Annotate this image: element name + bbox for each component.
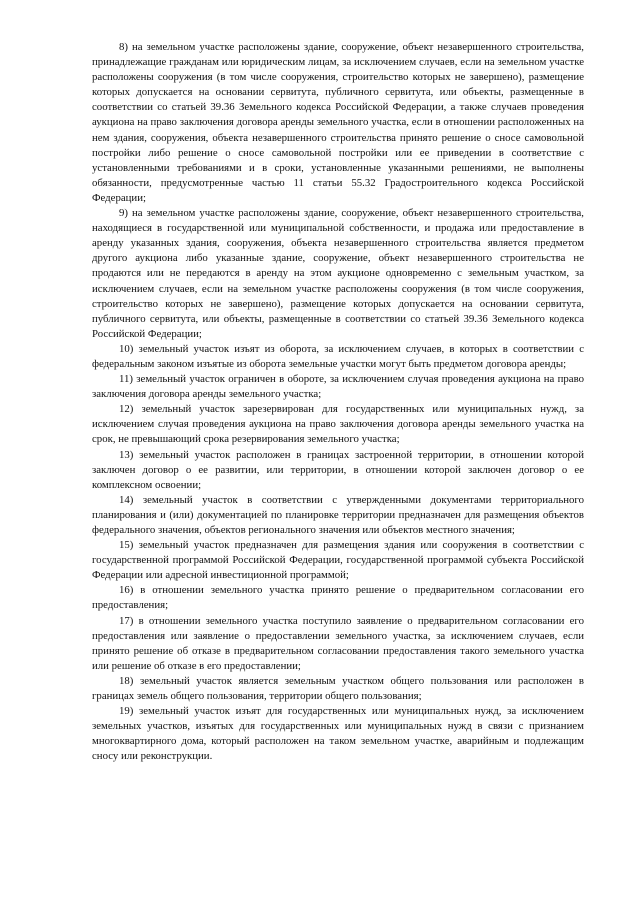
paragraph-item-14: 14) земельный участок в соответствии с утвержденными документами территориального планирования и (или) документацией по планировке территории предназначен для размещения объектов федерального значения, объектов регионального значения или объектов местного значения;: [92, 493, 584, 536]
paragraph-item-18: 18) земельный участок является земельным участком общего пользования или расположен в границах земель общего пользования, территории общего пользования;: [92, 674, 584, 703]
paragraph-item-19: 19) земельный участок изъят для государственных или муниципальных нужд, за исключением земельных участков, изъятых для государственных или муниципальных нужд в связи с признанием многоквартирного дома, который расположен на таком земельном участке, аварийным и подлежащим сносу или реконструкции.: [92, 705, 584, 763]
paragraph-item-10: 10) земельный участок изъят из оборота, за исключением случаев, в которых в соответствии с федеральным законом изъятые из оборота земельные участки могут быть предметом договора аренды;: [92, 342, 584, 370]
paragraph-item-9: 9) на земельном участке расположены здание, сооружение, объект незавершенного строительства, находящиеся в государственной или муниципальной собственности, и продажа или предоставление в аренду указанных здания, сооружения, объекта незавершенного строительства является предметом другого аукциона либо указанные здание, сооружение, объект незавершенного строительства не продаются или не передаются в аренду на этом аукционе одновременно с земельным участком, за исключением случаев, если на земельном участке расположены сооружения (в том числе сооружения, строительство которых не завершено), размещение которых допускается на основании сервитута, публичного сервитута, или объекты, размещенные в соответствии со статьей 39.36 Земельного кодекса Российской Федерации;: [92, 207, 584, 340]
paragraph-item-11: 11) земельный участок ограничен в обороте, за исключением случая проведения аукциона на право заключения договора аренды земельного участка;: [92, 373, 584, 401]
paragraph-item-16: 16) в отношении земельного участка принято решение о предварительном согласовании его предоставления;: [92, 584, 584, 612]
paragraph-item-15: 15) земельный участок предназначен для размещения здания или сооружения в соответствии с государственной программой Российской Федерации, государственной программой субъекта Российской Федерации или адресной инвестиционной программой;: [92, 539, 584, 582]
paragraph-item-12: 12) земельный участок зарезервирован для государственных или муниципальных нужд, за исключением случая проведения аукциона на право заключения договора аренды земельного участка на срок, не превышающий срока резервирования земельного участка;: [92, 403, 584, 446]
paragraph-item-17: 17) в отношении земельного участка поступило заявление о предварительном согласовании его предоставления или заявление о предоставлении земельного участка, за исключением случаев, если принято решение об отказе в предварительном согласовании предоставления такого земельного участка или решение об отказе в его предоставлении;: [92, 614, 584, 672]
paragraph-item-13: 13) земельный участок расположен в границах застроенной территории, в отношении которой заключен договор о ее развитии, или территории, в отношении которой заключен договор о ее комплексном освоении;: [92, 448, 584, 491]
paragraph-item-8: 8) на земельном участке расположены здание, сооружение, объект незавершенного строительства, принадлежащие гражданам или юридическим лицам, за исключением случаев, если на земельном участке расположены сооружения (в том числе сооружения, строительство которых не завершено), размещение которых допускается на основании сервитута, публичного сервитута, или объекты, размещенные в соответствии со статьей 39.36 Земельного кодекса Российской Федерации, а также случаев проведения аукциона на право заключения договора аренды земельного участка, если в отношении расположенных на нем здания, сооружения, объекта незавершенного строительства принято решение о сносе самовольной постройки либо решение о сносе самовольной постройки или ее приведении в соответствие с установленными требованиями и в сроки, установленные указанными решениями, не выполнены обязанности, предусмотренные частью 11 статьи 55.32 Градостроительного кодекса Российской Федерации;: [92, 41, 584, 204]
